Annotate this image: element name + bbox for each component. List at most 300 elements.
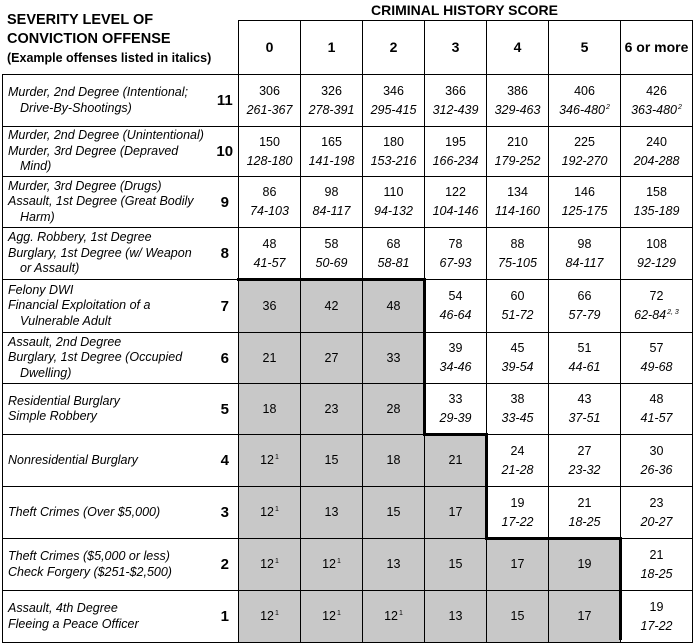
presumptive-duration — [239, 297, 300, 316]
presumptive-duration — [301, 133, 362, 152]
offense-line: Murder, 3rd Degree (Drugs) — [8, 178, 162, 193]
range-text — [621, 461, 692, 480]
presumptive-duration — [301, 297, 362, 316]
duration-value: 19 — [510, 495, 525, 510]
stayed-sentence-cell — [239, 435, 301, 487]
presumptive-commitment-cell — [621, 539, 693, 591]
range-value: 58-81 — [377, 255, 410, 270]
duration-value: 48 — [386, 298, 401, 313]
presumptive-duration — [425, 183, 486, 202]
presumptive-duration — [363, 349, 424, 368]
presumptive-commitment-cell — [549, 127, 621, 177]
duration-value: 51 — [577, 341, 592, 355]
presumptive-duration — [487, 287, 548, 306]
range-text — [363, 152, 424, 171]
duration-value: 68 — [386, 236, 401, 251]
presumptive-duration — [425, 607, 486, 626]
example-offenses — [3, 384, 212, 435]
presumptive-commitment-cell — [621, 177, 693, 228]
duration-value: 88 — [510, 236, 525, 251]
presumptive-commitment-cell — [363, 75, 425, 127]
offense-line: Dwelling) — [20, 365, 72, 380]
presumptive-duration — [363, 400, 424, 419]
presumptive-duration — [301, 400, 362, 419]
duration-value: 366 — [445, 83, 466, 98]
presumptive-duration — [425, 82, 486, 101]
footnote-marker: 1 — [275, 558, 279, 565]
duration-value: 18 — [386, 453, 401, 467]
example-offenses — [3, 591, 212, 643]
duration-value: 165 — [321, 134, 342, 149]
range-value: 141-198 — [308, 153, 355, 168]
duration-value: 15 — [324, 453, 339, 467]
presumptive-commitment-cell — [549, 333, 621, 384]
presumptive-duration — [621, 390, 692, 409]
duration-value: 12 — [322, 609, 336, 623]
severity-row — [3, 384, 693, 435]
severity-level: 9 — [212, 177, 239, 228]
presumptive-commitment-cell — [487, 228, 549, 280]
range-value: 92-129 — [637, 255, 676, 270]
presumptive-duration — [301, 183, 362, 202]
footnote-marker: 1 — [275, 454, 279, 461]
presumptive-duration — [425, 503, 486, 522]
presumptive-duration — [487, 133, 548, 152]
range-text — [549, 513, 620, 532]
presumptive-duration — [425, 451, 486, 470]
offense-line: Agg. Robbery, 1st Degree — [8, 230, 152, 245]
duration-value: 27 — [577, 443, 592, 458]
range-text — [301, 202, 362, 221]
duration-value: 110 — [383, 185, 404, 199]
duration-value: 17 — [448, 505, 463, 519]
footnote-marker: 2 — [605, 103, 610, 111]
range-value: 17-22 — [501, 514, 534, 529]
duration-value: 108 — [646, 236, 667, 251]
duration-value: 15 — [386, 505, 401, 519]
presumptive-duration — [239, 133, 300, 152]
footnote-marker: 1 — [275, 610, 279, 617]
presumptive-duration — [487, 555, 548, 574]
range-text — [549, 306, 620, 325]
range-value: 46-64 — [439, 308, 472, 322]
presumptive-duration — [239, 235, 300, 254]
column-header-row — [3, 21, 693, 75]
presumptive-duration — [425, 555, 486, 574]
presumptive-duration — [621, 183, 692, 202]
presumptive-duration — [621, 133, 692, 152]
severity-header-line-1: SEVERITY LEVEL OF — [7, 12, 154, 28]
example-offenses — [3, 333, 212, 384]
range-value: 179-252 — [494, 153, 541, 168]
stayed-sentence-cell — [425, 487, 487, 539]
sentencing-guidelines-grid — [2, 20, 693, 643]
range-text — [487, 461, 548, 480]
footnote-marker: 2 — [677, 103, 682, 111]
presumptive-duration — [363, 235, 424, 254]
severity-row — [3, 539, 693, 591]
duration-value: 28 — [386, 401, 401, 416]
presumptive-duration — [621, 598, 692, 617]
duration-value: 158 — [646, 185, 667, 199]
range-value: 51-72 — [501, 308, 534, 322]
range-text — [425, 202, 486, 221]
presumptive-duration — [621, 287, 692, 306]
stayed-sentence-cell — [239, 487, 301, 539]
range-value: 312-439 — [432, 102, 479, 117]
presumptive-commitment-cell — [549, 487, 621, 539]
presumptive-duration — [239, 349, 300, 368]
severity-header-line-3: (Example offenses listed in italics) — [7, 51, 212, 65]
presumptive-duration — [487, 442, 548, 461]
duration-value: 98 — [324, 185, 339, 199]
range-text — [239, 202, 300, 221]
offense-line: Simple Robbery — [8, 409, 97, 423]
range-value: 166-234 — [432, 153, 479, 168]
range-text — [301, 254, 362, 273]
duration-value: 21 — [262, 350, 277, 365]
duration-value: 42 — [324, 298, 339, 313]
presumptive-commitment-cell — [425, 384, 487, 435]
presumptive-duration — [549, 494, 620, 513]
stayed-sentence-cell — [425, 435, 487, 487]
presumptive-commitment-cell — [487, 177, 549, 228]
stayed-sentence-cell — [363, 384, 425, 435]
range-value: 67-93 — [439, 255, 472, 270]
range-value: 128-180 — [246, 153, 293, 168]
presumptive-duration — [425, 133, 486, 152]
stayed-sentence-cell — [301, 280, 363, 333]
duration-value: 66 — [577, 289, 592, 303]
example-offenses — [3, 177, 212, 228]
presumptive-duration — [549, 607, 620, 626]
stayed-sentence-cell — [363, 435, 425, 487]
presumptive-commitment-cell — [425, 75, 487, 127]
stayed-sentence-cell — [301, 591, 363, 643]
range-value: 41-57 — [640, 411, 673, 425]
duration-value: 19 — [577, 557, 592, 571]
presumptive-duration — [363, 607, 424, 626]
history-score-column-header: 2 — [363, 21, 425, 75]
presumptive-duration — [425, 390, 486, 409]
presumptive-commitment-cell — [239, 177, 301, 228]
presumptive-duration — [487, 390, 548, 409]
presumptive-duration — [549, 82, 620, 101]
range-value: 18-25 — [568, 514, 601, 529]
presumptive-commitment-cell — [239, 75, 301, 127]
stayed-sentence-cell — [301, 487, 363, 539]
duration-value: 122 — [445, 185, 466, 199]
range-text — [425, 101, 486, 120]
presumptive-commitment-cell — [621, 75, 693, 127]
range-text — [621, 254, 692, 273]
presumptive-commitment-cell — [301, 228, 363, 280]
duration-value: 33 — [386, 350, 401, 365]
offense-line: Theft Crimes ($5,000 or less) — [8, 549, 170, 563]
range-value: 75-105 — [498, 255, 537, 270]
presumptive-commitment-cell — [487, 75, 549, 127]
range-text — [549, 358, 620, 377]
presumptive-commitment-cell — [621, 280, 693, 333]
presumptive-duration — [487, 235, 548, 254]
presumptive-commitment-cell — [621, 127, 693, 177]
footnote-marker: 1 — [337, 558, 341, 565]
severity-row — [3, 177, 693, 228]
duration-value: 15 — [510, 609, 525, 623]
range-value: 26-36 — [640, 462, 673, 477]
stayed-sentence-cell — [301, 333, 363, 384]
presumptive-commitment-cell — [621, 228, 693, 280]
presumptive-commitment-cell — [363, 127, 425, 177]
presumptive-duration — [621, 339, 692, 358]
duration-value: 15 — [448, 557, 463, 571]
stayed-sentence-cell — [487, 591, 549, 643]
range-text — [621, 617, 692, 636]
history-score-column-header: 0 — [239, 21, 301, 75]
range-text — [487, 101, 548, 120]
presumptive-duration — [363, 183, 424, 202]
offense-line: or Assault) — [20, 261, 80, 276]
duration-value: 12 — [260, 453, 274, 467]
example-offenses — [3, 228, 212, 280]
duration-value: 39 — [448, 341, 463, 355]
presumptive-commitment-cell — [621, 487, 693, 539]
presumptive-commitment-cell — [487, 333, 549, 384]
range-value: 153-216 — [370, 153, 417, 168]
offense-line: Check Forgery ($251-$2,500) — [8, 564, 172, 579]
footnote-marker: 1 — [337, 610, 341, 617]
presumptive-duration — [301, 503, 362, 522]
presumptive-commitment-cell — [549, 177, 621, 228]
presumptive-commitment-cell — [425, 333, 487, 384]
stayed-sentence-cell — [549, 591, 621, 643]
duration-value: 48 — [649, 392, 664, 406]
severity-row — [3, 435, 693, 487]
duration-value: 12 — [322, 557, 336, 571]
offense-line: Murder, 2nd Degree (Intentional; — [8, 85, 188, 99]
history-score-column-header: 1 — [301, 21, 363, 75]
offense-line: Assault, 2nd Degree — [8, 334, 122, 349]
presumptive-commitment-cell — [549, 280, 621, 333]
stayed-sentence-cell — [239, 384, 301, 435]
history-score-column-header: 6 or more — [621, 21, 693, 75]
offense-line: Burglary, 1st Degree (w/ Weapon — [8, 245, 192, 260]
presumptive-commitment-cell — [301, 127, 363, 177]
duration-value: 210 — [507, 134, 528, 149]
presumptive-duration — [621, 235, 692, 254]
severity-level: 4 — [212, 435, 239, 487]
presumptive-commitment-cell — [425, 228, 487, 280]
presumptive-duration — [239, 607, 300, 626]
presumptive-duration — [621, 442, 692, 461]
severity-level: 1 — [212, 591, 239, 643]
range-text — [621, 358, 692, 377]
duration-value: 306 — [259, 83, 280, 98]
duration-value: 48 — [262, 236, 277, 251]
stayed-sentence-cell — [239, 333, 301, 384]
range-text — [363, 202, 424, 221]
duration-value: 240 — [646, 134, 667, 149]
offense-line: Nonresidential Burglary — [8, 452, 138, 467]
presumptive-duration — [239, 555, 300, 574]
presumptive-duration — [549, 287, 620, 306]
range-value: 21-28 — [501, 462, 534, 477]
range-value: 39-54 — [501, 360, 534, 374]
presumptive-commitment-cell — [301, 75, 363, 127]
presumptive-duration — [301, 349, 362, 368]
duration-value: 54 — [448, 289, 463, 303]
offense-line: Residential Burglary — [8, 393, 120, 408]
duration-value: 33 — [448, 392, 463, 406]
range-text — [425, 358, 486, 377]
duration-value: 58 — [324, 236, 339, 251]
footnote-marker: 2, 3 — [667, 309, 679, 316]
presumptive-duration — [549, 555, 620, 574]
duration-value: 225 — [574, 134, 595, 149]
offense-line: Harm) — [20, 209, 55, 224]
range-text — [425, 306, 486, 325]
presumptive-duration — [301, 82, 362, 101]
range-value: 23-32 — [568, 462, 601, 477]
offense-line: Felony DWI — [8, 282, 74, 297]
duration-value: 43 — [577, 392, 592, 406]
range-value: 261-367 — [246, 102, 293, 117]
range-text — [239, 101, 300, 120]
range-text — [363, 101, 424, 120]
severity-level: 10 — [212, 127, 239, 177]
duration-value: 21 — [577, 495, 592, 510]
range-text — [549, 101, 620, 120]
presumptive-commitment-cell — [425, 280, 487, 333]
severity-row — [3, 487, 693, 539]
presumptive-duration — [621, 82, 692, 101]
range-value: 84-117 — [565, 255, 604, 270]
duration-value: 386 — [507, 83, 528, 98]
range-text — [549, 254, 620, 273]
range-text — [621, 101, 692, 120]
presumptive-commitment-cell — [425, 127, 487, 177]
duration-value: 45 — [510, 341, 525, 355]
duration-value: 27 — [324, 350, 339, 365]
duration-value: 180 — [383, 134, 404, 149]
severity-level: 8 — [212, 228, 239, 280]
range-text — [621, 409, 692, 428]
presumptive-duration — [363, 555, 424, 574]
range-value: 114-160 — [495, 204, 540, 218]
presumptive-duration — [239, 400, 300, 419]
presumptive-duration — [301, 555, 362, 574]
duration-value: 346 — [383, 83, 404, 98]
range-value: 62-84 — [634, 308, 667, 322]
duration-value: 57 — [649, 341, 664, 355]
stayed-sentence-cell — [301, 435, 363, 487]
range-text — [487, 358, 548, 377]
severity-level: 2 — [212, 539, 239, 591]
range-value: 57-79 — [568, 308, 601, 322]
history-score-column-header: 3 — [425, 21, 487, 75]
range-text — [621, 565, 692, 584]
duration-value: 12 — [384, 609, 398, 623]
range-value: 33-45 — [501, 411, 534, 425]
range-value: 20-27 — [640, 514, 673, 529]
presumptive-duration — [301, 235, 362, 254]
example-offenses — [3, 280, 212, 333]
presumptive-duration — [239, 183, 300, 202]
range-text — [363, 254, 424, 273]
criminal-history-score-header: CRIMINAL HISTORY SCORE — [371, 2, 558, 18]
range-text — [621, 152, 692, 171]
presumptive-commitment-cell — [301, 177, 363, 228]
severity-row — [3, 75, 693, 127]
offense-line: Assault, 1st Degree (Great Bodily — [8, 194, 194, 209]
stayed-sentence-cell — [363, 591, 425, 643]
duration-value: 12 — [260, 609, 274, 623]
presumptive-commitment-cell — [487, 487, 549, 539]
presumptive-duration — [301, 451, 362, 470]
duration-value: 78 — [448, 236, 463, 251]
presumptive-commitment-cell — [621, 333, 693, 384]
stayed-sentence-cell — [239, 280, 301, 333]
presumptive-duration — [425, 235, 486, 254]
range-text — [239, 152, 300, 171]
severity-row — [3, 127, 693, 177]
range-text — [549, 202, 620, 221]
presumptive-duration — [239, 82, 300, 101]
offense-line: Assault, 4th Degree — [8, 601, 118, 615]
presumptive-commitment-cell — [363, 228, 425, 280]
duration-value: 98 — [577, 236, 592, 251]
range-value: 363-480 — [631, 102, 677, 117]
duration-value: 17 — [510, 557, 525, 571]
presumptive-duration — [621, 546, 692, 565]
offense-line: Mind) — [20, 159, 52, 174]
range-value: 104-146 — [432, 204, 479, 218]
duration-value: 195 — [445, 134, 466, 149]
presumptive-commitment-cell — [621, 384, 693, 435]
stayed-sentence-cell — [425, 591, 487, 643]
duration-value: 38 — [510, 392, 525, 406]
severity-level: 7 — [212, 280, 239, 333]
stayed-sentence-cell — [425, 539, 487, 591]
range-text — [549, 152, 620, 171]
range-value: 125-175 — [561, 204, 608, 218]
range-text — [487, 513, 548, 532]
duration-value: 24 — [510, 443, 525, 458]
range-text — [487, 409, 548, 428]
severity-row — [3, 280, 693, 333]
offense-line: Drive-By-Shootings) — [20, 100, 132, 115]
presumptive-duration — [363, 297, 424, 316]
header-corner — [3, 21, 239, 75]
duration-value: 146 — [574, 185, 595, 199]
duration-value: 19 — [649, 599, 664, 614]
range-value: 41-57 — [253, 255, 286, 270]
range-value: 329-463 — [494, 102, 541, 117]
range-value: 204-288 — [633, 153, 680, 168]
stayed-sentence-cell — [549, 539, 621, 591]
presumptive-commitment-cell — [549, 384, 621, 435]
duration-value: 426 — [646, 83, 667, 98]
stayed-sentence-cell — [363, 333, 425, 384]
duration-value: 326 — [321, 83, 342, 98]
range-value: 74-103 — [250, 204, 289, 218]
range-text — [549, 409, 620, 428]
range-text — [425, 152, 486, 171]
presumptive-duration — [549, 339, 620, 358]
offense-line: Murder, 3rd Degree (Depraved — [8, 143, 179, 158]
duration-value: 134 — [507, 185, 528, 199]
presumptive-commitment-cell — [487, 127, 549, 177]
